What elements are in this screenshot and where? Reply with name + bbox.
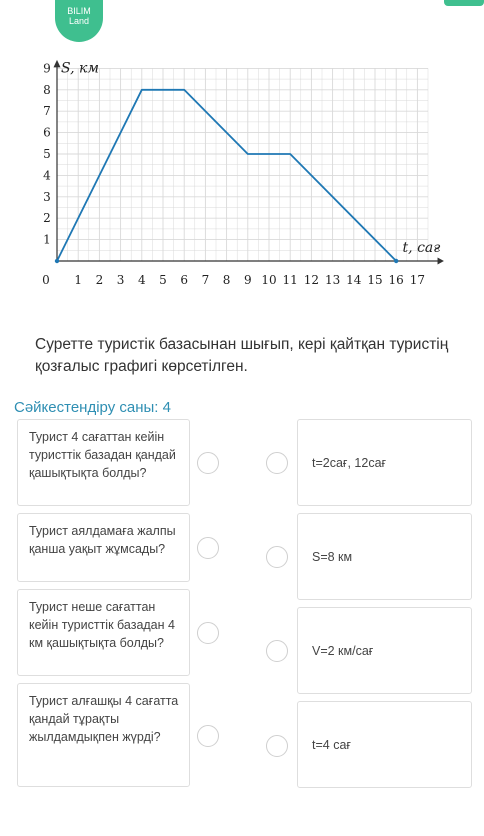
y-tick-label: 9 bbox=[43, 61, 51, 76]
distance-time-chart bbox=[0, 48, 484, 288]
x-tick-label: 7 bbox=[201, 273, 210, 287]
y-tick-label: 2 bbox=[43, 211, 51, 226]
y-tick-label: 7 bbox=[43, 104, 51, 119]
x-tick-label: 12 bbox=[303, 273, 320, 287]
y-tick-label: 1 bbox=[43, 232, 51, 247]
answer-text: V=2 км/сағ bbox=[312, 643, 374, 658]
answer-card-3[interactable] bbox=[297, 607, 472, 694]
x-axis-arrow bbox=[438, 258, 444, 265]
x-tick-label: 9 bbox=[243, 273, 252, 287]
task-description: Суретте туристік базасынан шығып, кері қайтқан туристің қозғалыс графигі көрсетілген. bbox=[35, 336, 449, 375]
question-1-radio[interactable] bbox=[197, 452, 219, 474]
match-count-label: Сәйкестендіру саны: 4 bbox=[14, 399, 171, 416]
x-tick-label: 2 bbox=[95, 273, 104, 287]
answer-text: S=8 км bbox=[312, 549, 353, 564]
answer-card-1[interactable] bbox=[297, 419, 472, 506]
top-right-tab[interactable] bbox=[444, 0, 484, 6]
question-text: Турист 4 сағаттан кейін туристтік базадан қандай қашықтықта болды? bbox=[29, 430, 176, 480]
y-tick-label: 3 bbox=[43, 189, 51, 204]
x-axis-title: t, сағ bbox=[402, 240, 441, 256]
y-tick-label: 8 bbox=[43, 82, 51, 97]
x-tick-label: 4 bbox=[137, 273, 146, 287]
y-tick-label: 4 bbox=[43, 168, 51, 183]
x-tick-label: 13 bbox=[324, 273, 341, 287]
y-tick-label: 6 bbox=[43, 125, 51, 140]
x-tick-label: 11 bbox=[282, 273, 298, 287]
logo-line-2: Land bbox=[68, 16, 90, 26]
answer-4-radio[interactable] bbox=[266, 735, 288, 757]
question-text: Турист алғашқы 4 сағатта қандай тұрақты жылдамдықпен жүрді? bbox=[29, 694, 179, 744]
x-tick-label: 6 bbox=[180, 273, 189, 287]
question-card-4[interactable] bbox=[17, 683, 190, 787]
answer-text: t=2сағ, 12сағ bbox=[312, 455, 387, 470]
x-tick-label: 3 bbox=[116, 273, 125, 287]
y-axis-arrow bbox=[54, 60, 61, 67]
question-3-radio[interactable] bbox=[197, 622, 219, 644]
x-tick-label: 14 bbox=[346, 273, 362, 287]
x-tick-label: 15 bbox=[367, 273, 383, 287]
x-tick-label: 1 bbox=[74, 273, 83, 287]
bilimland-logo[interactable] bbox=[55, 0, 103, 42]
answer-3-radio[interactable] bbox=[266, 640, 288, 662]
question-text: Турист неше сағаттан кейін туристтік базадан 4 км қашықтықта болды? bbox=[29, 600, 175, 650]
question-text: Турист аялдамаға жалпы қанша уақыт жұмсады? bbox=[29, 524, 176, 556]
y-tick-label: 5 bbox=[43, 147, 51, 161]
x-tick-label: 8 bbox=[222, 273, 231, 287]
data-point bbox=[394, 259, 398, 263]
x-tick-label: 17 bbox=[409, 273, 426, 287]
x-tick-label: 5 bbox=[159, 273, 167, 287]
x-tick-label: 10 bbox=[261, 273, 277, 287]
answer-card-2[interactable] bbox=[297, 513, 472, 600]
data-point bbox=[55, 259, 59, 263]
logo-line-1: BILIM bbox=[67, 6, 91, 16]
question-4-radio[interactable] bbox=[197, 725, 219, 747]
question-card-3[interactable] bbox=[17, 589, 190, 676]
question-card-1[interactable] bbox=[17, 419, 190, 506]
question-2-radio[interactable] bbox=[197, 537, 219, 559]
answer-2-radio[interactable] bbox=[266, 546, 288, 568]
answer-text: t=4 сағ bbox=[312, 737, 351, 752]
question-card-2[interactable] bbox=[17, 513, 190, 582]
answer-card-4[interactable] bbox=[297, 701, 472, 788]
x-tick-label: 0 bbox=[42, 273, 50, 287]
y-axis-title: S, км bbox=[61, 60, 99, 77]
x-tick-label: 16 bbox=[388, 273, 404, 287]
answer-1-radio[interactable] bbox=[266, 452, 288, 474]
